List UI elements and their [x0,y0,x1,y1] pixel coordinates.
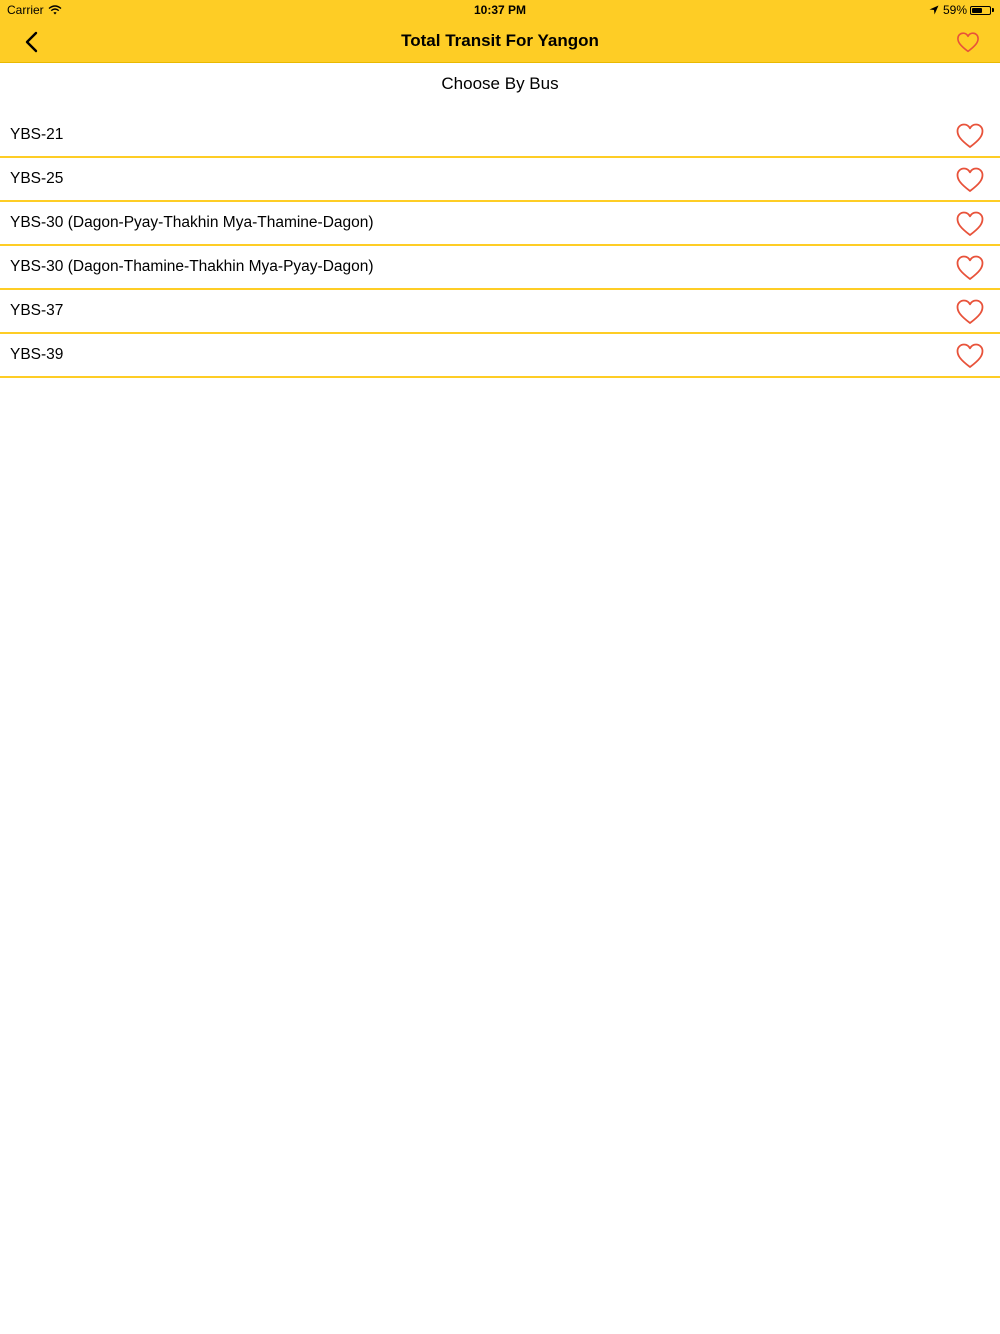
bus-name: YBS-37 [10,302,64,319]
battery-tip [992,8,994,12]
bus-name: YBS-30 (Dagon-Thamine-Thakhin Mya-Pyay-Dagon) [10,258,374,275]
heart-outline-icon [956,32,980,53]
bus-list-item[interactable] [0,290,1000,334]
bus-name: YBS-30 (Dagon-Pyay-Thakhin Mya-Thamine-Dagon) [10,214,374,231]
status-right [929,3,994,17]
location-arrow-icon [929,5,939,15]
bus-list-item[interactable] [0,334,1000,378]
bus-name: YBS-39 [10,346,64,363]
favorites-button[interactable] [954,28,982,56]
bus-list-item[interactable] [0,114,1000,158]
favorite-heart-icon[interactable] [956,299,984,325]
page-title: Total Transit For Yangon [401,31,599,50]
battery-icon [970,6,991,15]
bus-list-item[interactable] [0,202,1000,246]
favorite-heart-icon[interactable] [956,343,984,369]
section-title: Choose By Bus [441,74,559,93]
favorite-heart-icon[interactable] [956,255,984,281]
status-bar [0,0,1000,20]
favorite-heart-icon[interactable] [956,211,984,237]
bus-list-item[interactable] [0,246,1000,290]
nav-bar [0,20,1000,62]
top-bar [0,0,1000,63]
bus-name: YBS-25 [10,170,64,187]
bus-name: YBS-21 [10,126,64,143]
battery-percent: 59% [942,3,967,17]
battery-fill [972,8,982,13]
favorite-heart-icon[interactable] [956,167,984,193]
carrier-label: Carrier [7,3,44,17]
bus-list-item[interactable] [0,158,1000,202]
status-time: 10:37 PM [473,3,527,17]
bus-list [0,114,1000,378]
favorite-heart-icon[interactable] [956,123,984,149]
